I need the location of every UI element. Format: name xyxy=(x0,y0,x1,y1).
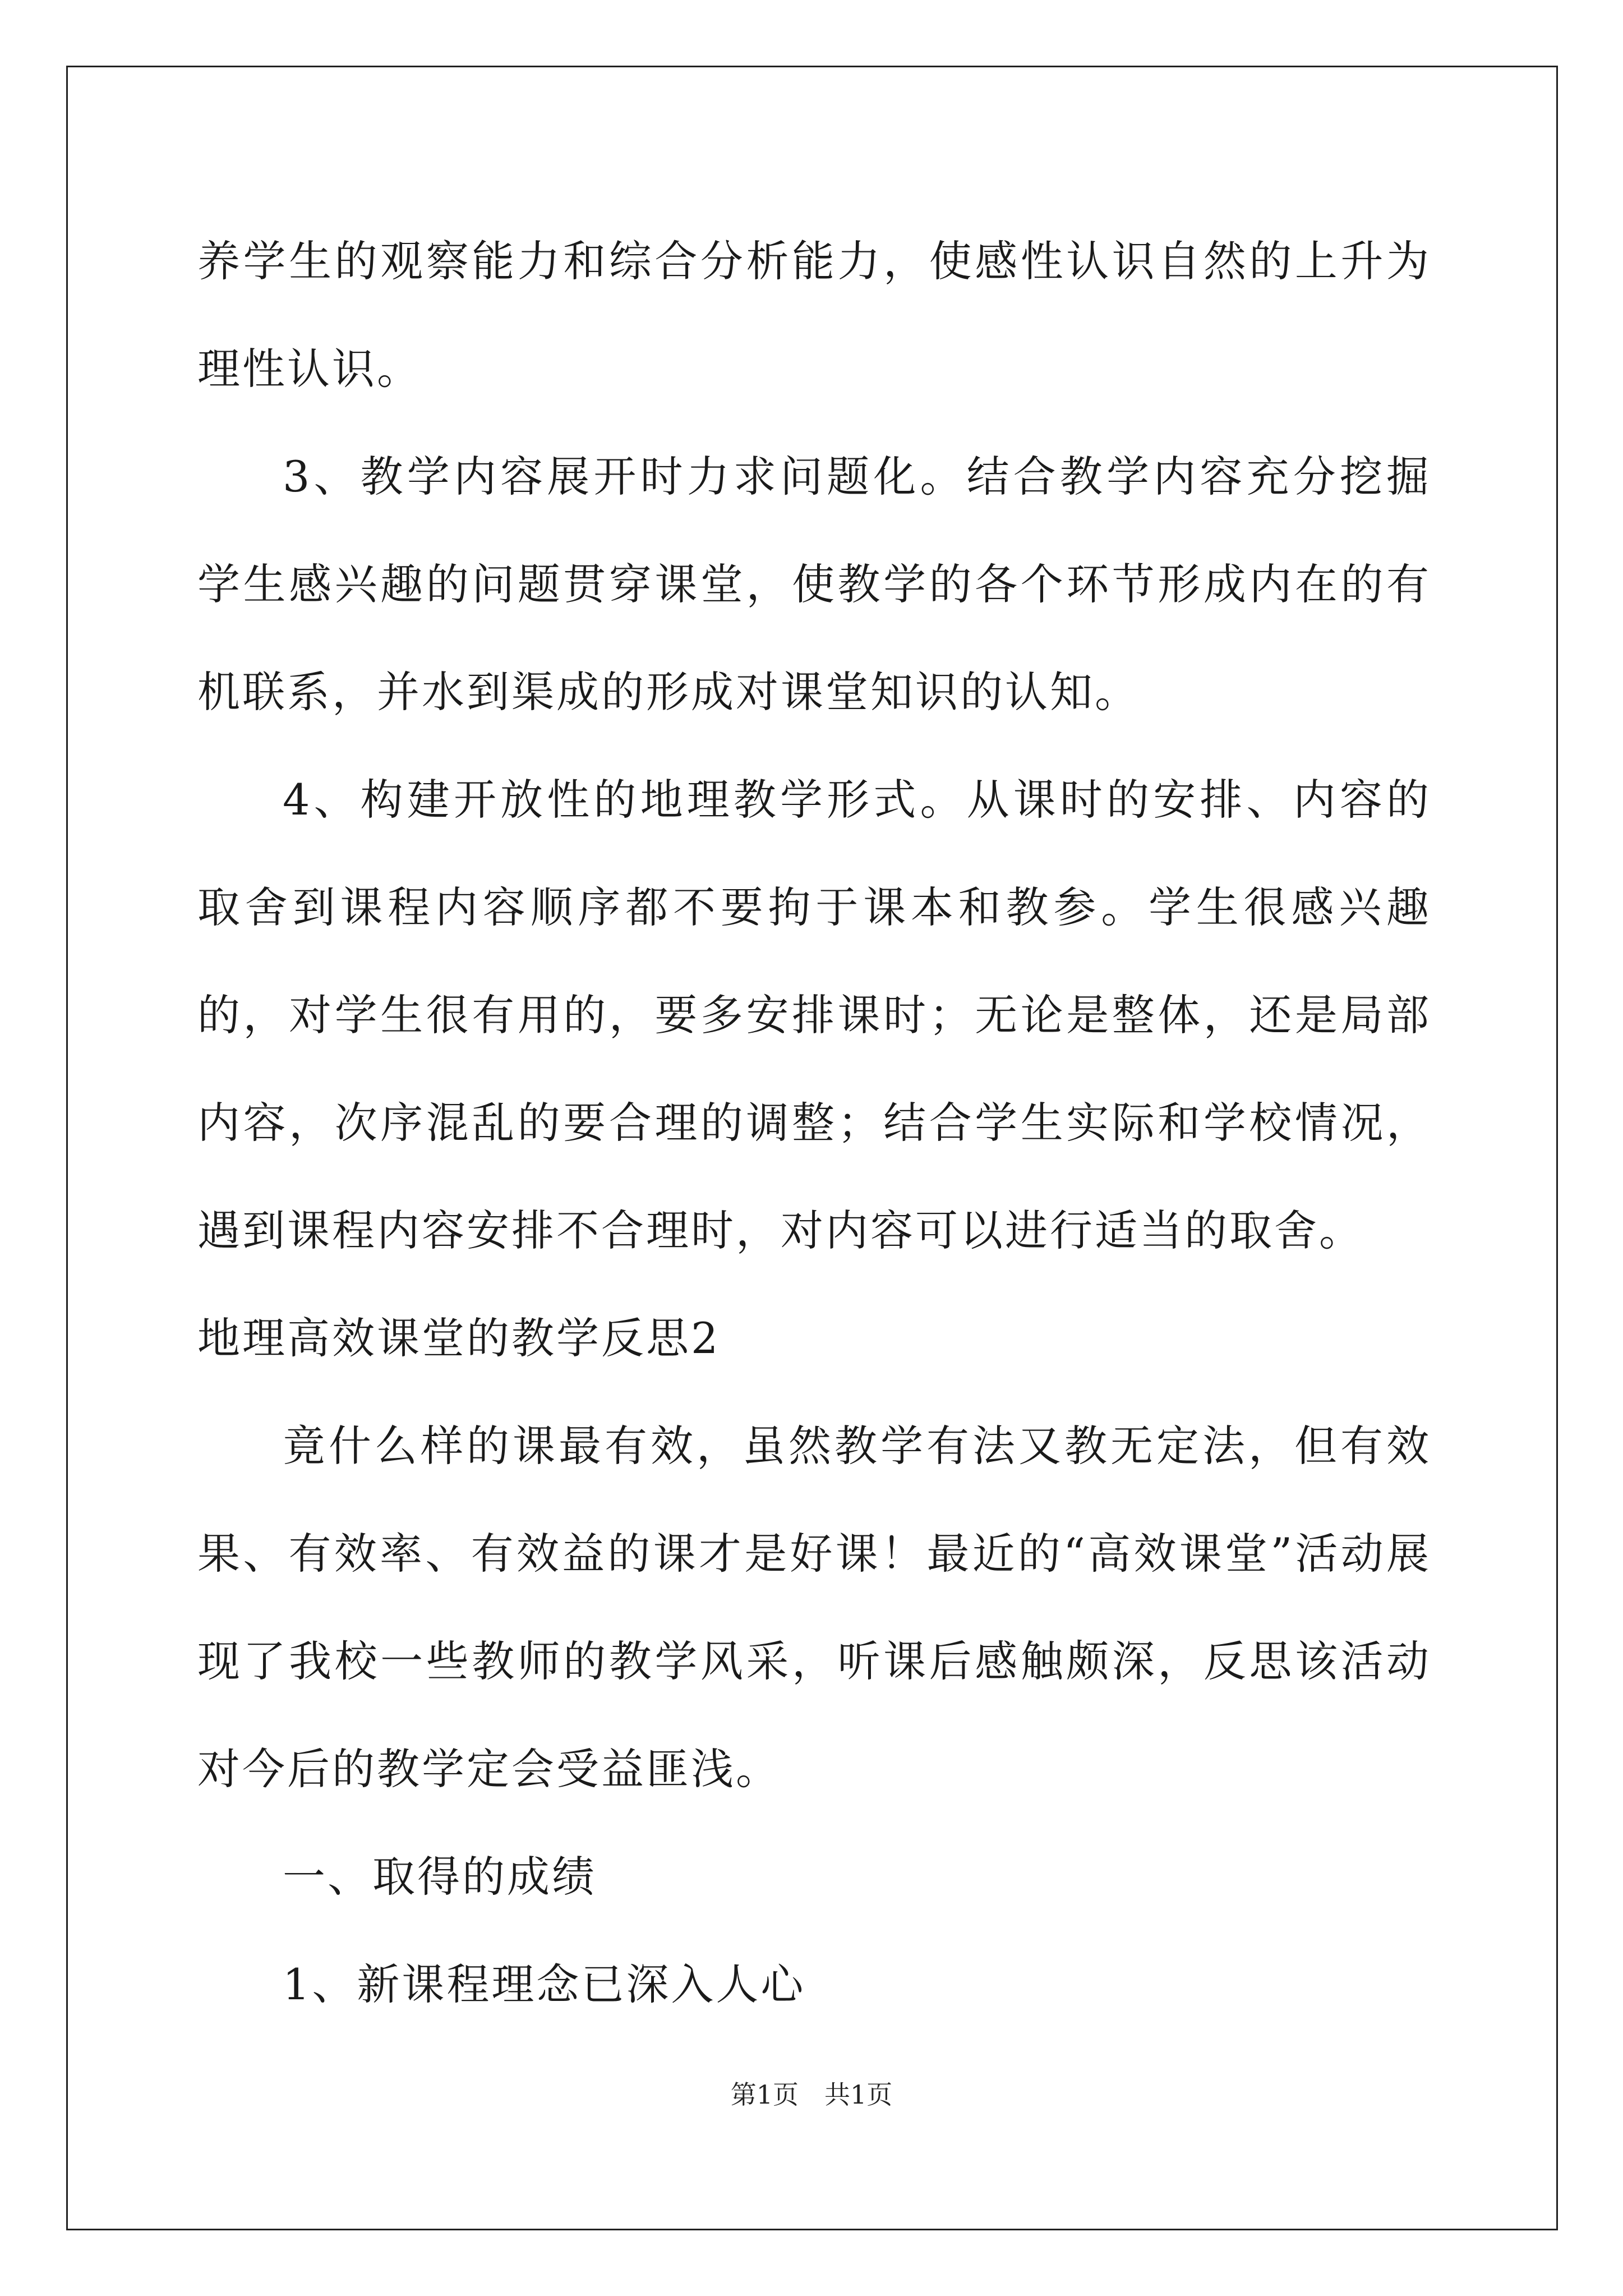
document-body xyxy=(197,208,1431,2039)
page-number-footer: 第1页 共1页 xyxy=(730,2079,893,2110)
section-title: 地理高效课堂的教学反思2 xyxy=(197,1313,721,1363)
subheading-achievements: 一、取得的成绩 xyxy=(283,1852,597,1902)
paragraph-2: 3、教学内容展开时力求问题化。结合教学内容充分挖掘学生感兴趣的问题贯穿课堂，使教学的各个环节形成内在的有机联系，并水到渠成的形成对课堂知识的认知。 xyxy=(197,452,1431,717)
list-item-1: 1、新课程理念已深入人心 xyxy=(283,1959,806,2009)
paragraph-1: 养学生的观察能力和综合分析能力，使感性认识自然的上升为理性认识。 xyxy=(197,236,1431,394)
paragraph-4: 竟什么样的课最有效，虽然教学有法又教无定法，但有效果、有效率、有效益的课才是好课！最近的“高效课堂”活动展现了我校一些教师的教学风采，听课后感触颇深，反思该活动对今后的教学定会受益匪浅。 xyxy=(197,1421,1431,1794)
paragraph-3: 4、构建开放性的地理教学形式。从课时的安排、内容的取舍到课程内容顺序都不要拘于课本和教参。学生很感兴趣的，对学生很有用的，要多安排课时；无论是整体，还是局部内容，次序混乱的要合理的调整；结合学生实际和学校情况，遇到课程内容安排不合理时，对内容可以进行适当的取舍。 xyxy=(197,775,1431,1255)
